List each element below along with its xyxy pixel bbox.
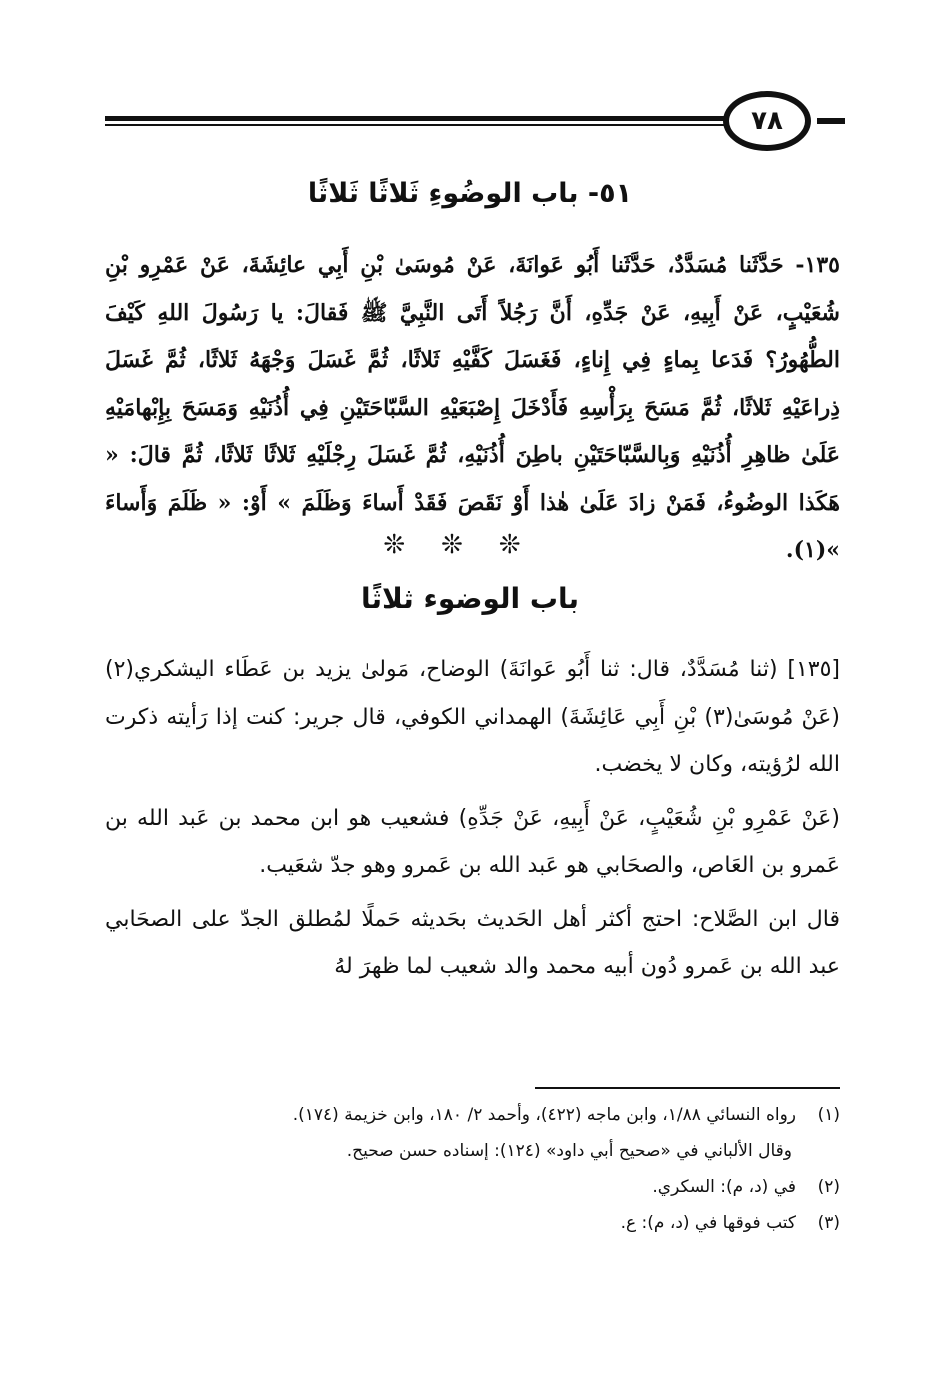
footnote-1-continuation	[105, 1133, 840, 1169]
page-header	[105, 88, 840, 168]
header-rule-thin	[105, 124, 725, 126]
section-separator: ❊❊❊	[383, 530, 557, 560]
footnote-text: وقال الألباني في «صحيح أبي داود» (١٢٤): إسناده حسن صحيح.	[346, 1141, 792, 1161]
commentary-paragraph: [١٣٥] (ثنا مُسَدَّدٌ، قال: ثنا أَبُو عَوانَةَ) الوضاح، مَولىٰ يزيد بن عَطَاء اليشكري(٢) (عَنْ مُوسَىٰ(٣) بْنِ أَبِي عَائِشَةَ) الهمداني الكوفي، قال جرير: كنت إذا رَأيته ذكرت الله لرُؤيته، وكان لا يخضب.	[105, 657, 841, 777]
footnote-3	[105, 1205, 840, 1241]
commentary-paragraph: (عَنْ عَمْرِو بْنِ شُعَيْبٍ، عَنْ أَبِيهِ، عَنْ جَدِّهِ) فشعيب هو ابن محمد بن عَبد الله بن عَمرو بن العَاص، والصحَابي هو عَبد الله بن عَمرو وهو جدّ شعَيب.	[105, 805, 840, 878]
footnote-separator	[535, 1087, 840, 1089]
header-rule-right	[817, 118, 845, 124]
footnote-number: (٢)	[817, 1177, 840, 1197]
footnote-text: في (د، م): السكري.	[652, 1177, 796, 1197]
section-title: باب الوضوء ثلاثًا	[360, 582, 580, 615]
commentary-paragraph: قال ابن الصَّلاح: احتج أكثر أهل الحَديث بحَديثه حَملًا لمُطلق الجدّ على الصحَابي عبد الله بن عَمرو دُون أبيه محمد والد شعيب لما ظهرَ لهُ	[105, 906, 840, 979]
footnote-2	[105, 1169, 840, 1205]
chapter-title: ٥١- باب الوضُوءِ ثَلاثًا ثَلاثًا	[307, 178, 633, 209]
footnote-number: (٣)	[817, 1213, 840, 1233]
footnote-1	[105, 1097, 840, 1133]
page-number: ٧٨	[723, 91, 811, 151]
header-rule-thick	[105, 116, 725, 121]
commentary	[105, 646, 840, 997]
footnote-text: كتب فوقها في (د، م): ع.	[620, 1213, 796, 1233]
footnote-text: رواه النسائي ١/٨٨، وابن ماجه (٤٢٢)، وأحمد ٢/ ١٨٠، وابن خزيمة (١٧٤).	[292, 1105, 796, 1125]
footnote-number: (١)	[817, 1105, 840, 1125]
footnotes	[105, 1097, 840, 1241]
hadith-text: ١٣٥- حَدَّثَنا مُسَدَّدٌ، حَدَّثَنا أَبُو عَوانَةَ، عَنْ مُوسَىٰ بْنِ أَبِي عائِشَةَ، عَنْ عَمْرِو بْنِ شُعَيْبٍ، عَنْ أَبِيهِ، عَنْ جَدِّهِ، أَنَّ رَجُلاً أَتَى النَّبِيَّ ﷺ فَقالَ: يا رَسُولَ اللهِ كَيْفَ الطُّهُورُ؟ فَدَعا بِماءٍ فِي إِناءٍ، فَغَسَلَ كَفَّيْهِ ثَلاثًا، ثُمَّ غَسَلَ وَجْهَهُ ثَلاثًا، ثُمَّ غَسَلَ ذِراعَيْهِ ثَلاثًا، ثُمَّ مَسَحَ بِرَأْسِهِ فَأَدْخَلَ إِصْبَعَيْهِ السَّبّاحَتَيْنِ فِي أُذُنَيْهِ وَمَسَحَ بِإِبْهامَيْهِ عَلَىٰ ظاهِرِ أُذُنَيْهِ وَبِالسَّبّاحَتَيْنِ باطِنَ أُذُنَيْهِ، ثُمَّ غَسَلَ رِجْلَيْهِ ثَلاثًا ثَلاثًا، ثُمَّ قالَ: « هَكَذا الوضُوءُ، فَمَنْ زادَ عَلَىٰ هٰذا أَوْ نَقَصَ فَقَدْ أَساءَ وَظَلَمَ » أَوْ: « ظَلَمَ وَأَساءَ »(١).	[105, 252, 840, 563]
